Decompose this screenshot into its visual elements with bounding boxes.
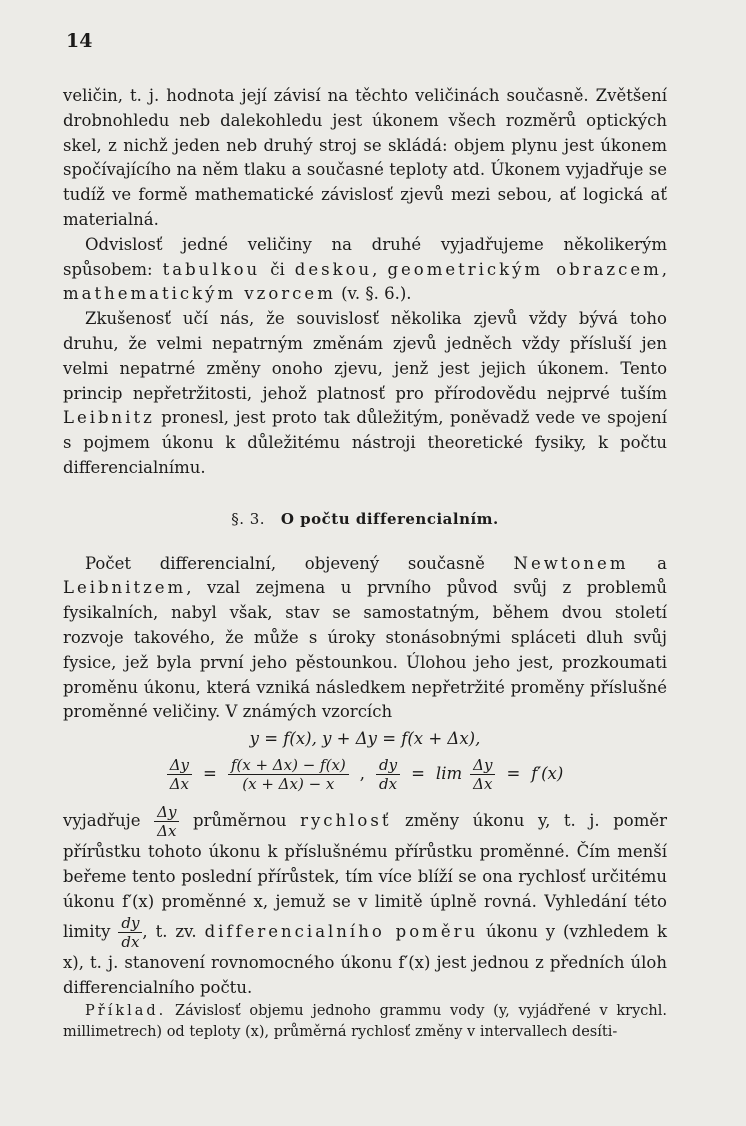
section-title: O počtu differencialním. xyxy=(280,509,499,528)
fraction-difference: $\frac{f(x + \Delta x) - f(x)}{(x + \Delta x) - x}$ xyxy=(228,756,349,793)
paragraph-2: Odvislosť jedné veličiny na druhé vyjadřujeme několikerým spůsobem: tabulkou či deskou, geometrickým obrazcem, mathematickým vzorcem (v. §. 6.). xyxy=(63,234,668,304)
paragraph-4: Počet differencialní, objevený současně Newtonem a Leibnitzem, vzal zejmena u prvního původ svůj z problemů fysikalních, nabyl však, stav se samostatným, během dvou století rozvoje takového, že může s úroky stonásobnými spláceti dluh svůj fysice, jež byla první jeho pěstounkou. Úlohou jeho jest, prozkoumati proměnu úkonu, která vzniká následkem nepřetržité proměny příslušné proměnné veličiny. V známých vzorcích xyxy=(63,553,667,722)
section-heading xyxy=(63,507,667,532)
example-paragraph: Příklad. Závislosť objemu jednoho grammu vody (y, vyjádřené v krychl. millimetrech) od teploty (x), průměrná rychlosť změny v intervallech desíti- xyxy=(63,1002,667,1040)
equation-2: $\frac{\Delta y}{\Delta x}$ = $\frac{f(x + \Delta x) - f(x)}{(x + \Delta x) - x}$ , $\frac{dy}{dx}$ = lim $\frac{\Delta y}{\Delta x}$ = f′(x) xyxy=(63,756,667,793)
fraction-limit: $\frac{\Delta y}{\Delta x}$ xyxy=(470,756,495,793)
limit-label: lim xyxy=(435,764,463,784)
derivative-result: f′(x) xyxy=(531,764,564,784)
paragraph-5: vyjadřuje $\frac{\Delta y}{\Delta x}$ průměrnou rychlosť změny úkonu y, t. j. poměr přírůstku tohoto úkonu k příslušnému přírůstku proměnné. Čím menší beřeme tento poslední přírůstek, tím více blíží se ona rychlosť určitému úkonu f′(x) proměnné x, jemuž se v limitě úplně rovná. Vyhledání této limity $\frac{dy}{dx}$ , t. zv. differencialního poměru úkonu y (vzhledem k x), t. j. stanovení rovnomocného úkonu f′(x) jest jednou z předních úloh differencialního počtu. xyxy=(63,802,667,998)
page-body xyxy=(63,84,667,1043)
paragraph-3: Zkušenosť učí nás, že souvislosť několika zjevů vždy bývá toho druhu, že velmi nepatrným změnám zjevů jedněch vždy přísluší jen velmi nepatrné změny onoho zjevu, jenž jest jejich úkonem. Tento princip nepřetržitosti, jehož platnosť pro přírodovědu nejprvé tuším Leibnitz pronesl, jest proto tak důležitým, poněvadž vede ve spojení s pojmem úkonu k důležitému nástroji theoretické fysiky, k počtu differencialnímu. xyxy=(63,309,667,477)
fraction-delta: $\frac{\Delta y}{\Delta x}$ xyxy=(167,756,192,793)
paragraph-1: veličin, t. j. hodnota její závisí na těchto veličinách současně. Zvětšení drobnohledu neb dalekohledu jest úkonem všech rozměrů optických skel, z nichž jeden neb druhý stroj se skládá: objem plynu jest úkonem spočívajícího na něm tlaku a současné teploty atd. Úkonem vyjadřuje se tudíž ve formě mathematické závislosť zjevů mezi sebou, ať logická ať materialná. xyxy=(63,86,667,229)
fraction-derivative: $\frac{dy}{dx}$ xyxy=(376,756,400,793)
example-label: Příklad. xyxy=(85,1002,167,1019)
equation-1: y = f(x), y + Δy = f(x + Δx), xyxy=(249,729,481,749)
page-number: 14 xyxy=(66,30,93,52)
section-number: §. 3. xyxy=(231,509,266,528)
